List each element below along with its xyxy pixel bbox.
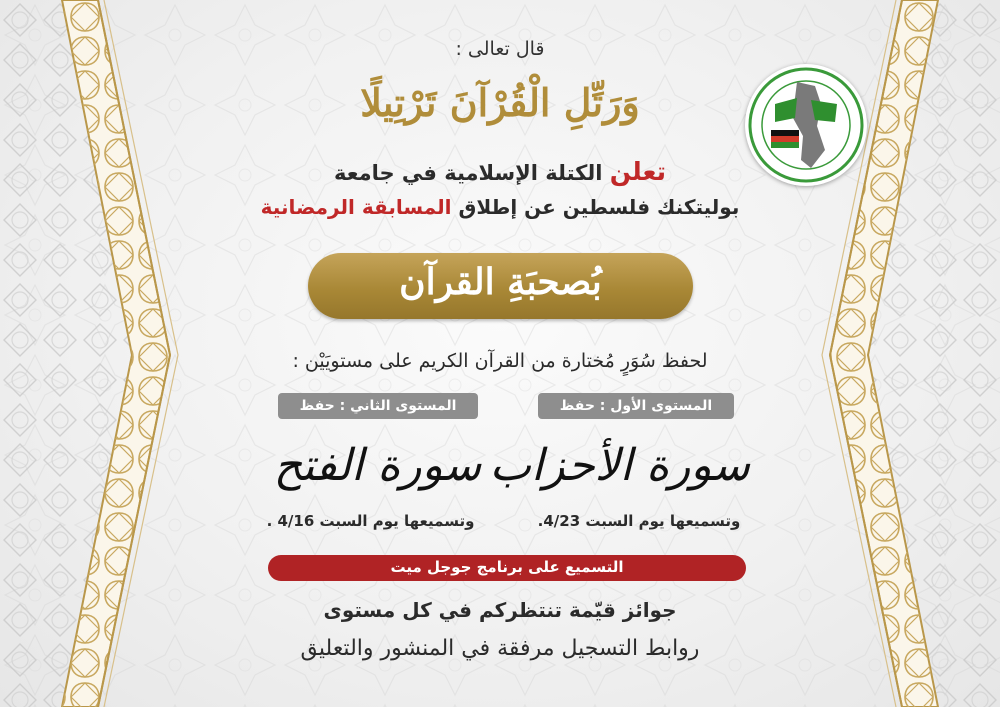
level-1-surah: سورة الأحزاب bbox=[489, 440, 750, 491]
logo-emblem-icon bbox=[745, 64, 867, 186]
left-ornament-border bbox=[0, 0, 200, 707]
competition-title: بُصحبَةِ القرآن bbox=[399, 261, 602, 303]
announcement-line-1-text: الكتلة الإسلامية في جامعة bbox=[334, 161, 610, 185]
announcement-line-1 bbox=[250, 157, 750, 186]
announcement-highlight-competition: المسابقة الرمضانية bbox=[260, 195, 452, 219]
organization-logo bbox=[745, 64, 867, 186]
level-2-date: وتسميعها يوم السبت 4/16 . bbox=[266, 512, 475, 530]
competition-subtitle: لحفظ سُوَرٍ مُختارة من القرآن الكريم على مستويَيْن : bbox=[292, 350, 708, 372]
quran-verse: وَرَتِّلِ الْقُرْآنَ تَرْتِيلًا bbox=[360, 80, 640, 125]
level-2-surah: سورة الفتح bbox=[273, 440, 482, 491]
prizes-text: جوائز قيّمة تنتظركم في كل مستوى bbox=[323, 598, 677, 622]
recitation-note: التسميع على برنامج جوجل ميت bbox=[390, 558, 624, 576]
registration-links-text: روابط التسجيل مرفقة في المنشور والتعليق bbox=[300, 636, 700, 661]
recitation-note-bar bbox=[268, 555, 746, 581]
announcement-line-2-text: بوليتكنك فلسطين عن إطلاق bbox=[451, 195, 740, 219]
title-banner bbox=[308, 253, 693, 319]
verse-intro: قال تعالى : bbox=[455, 38, 545, 60]
announcement-highlight-announces: تعلن bbox=[609, 157, 666, 186]
level-1-date: وتسميعها يوم السبت 4/23. bbox=[537, 512, 741, 530]
announcement-line-2 bbox=[200, 195, 800, 219]
level-2-label: المستوى الثاني : حفظ bbox=[278, 393, 478, 419]
level-1-label: المستوى الأول : حفظ bbox=[538, 393, 734, 419]
